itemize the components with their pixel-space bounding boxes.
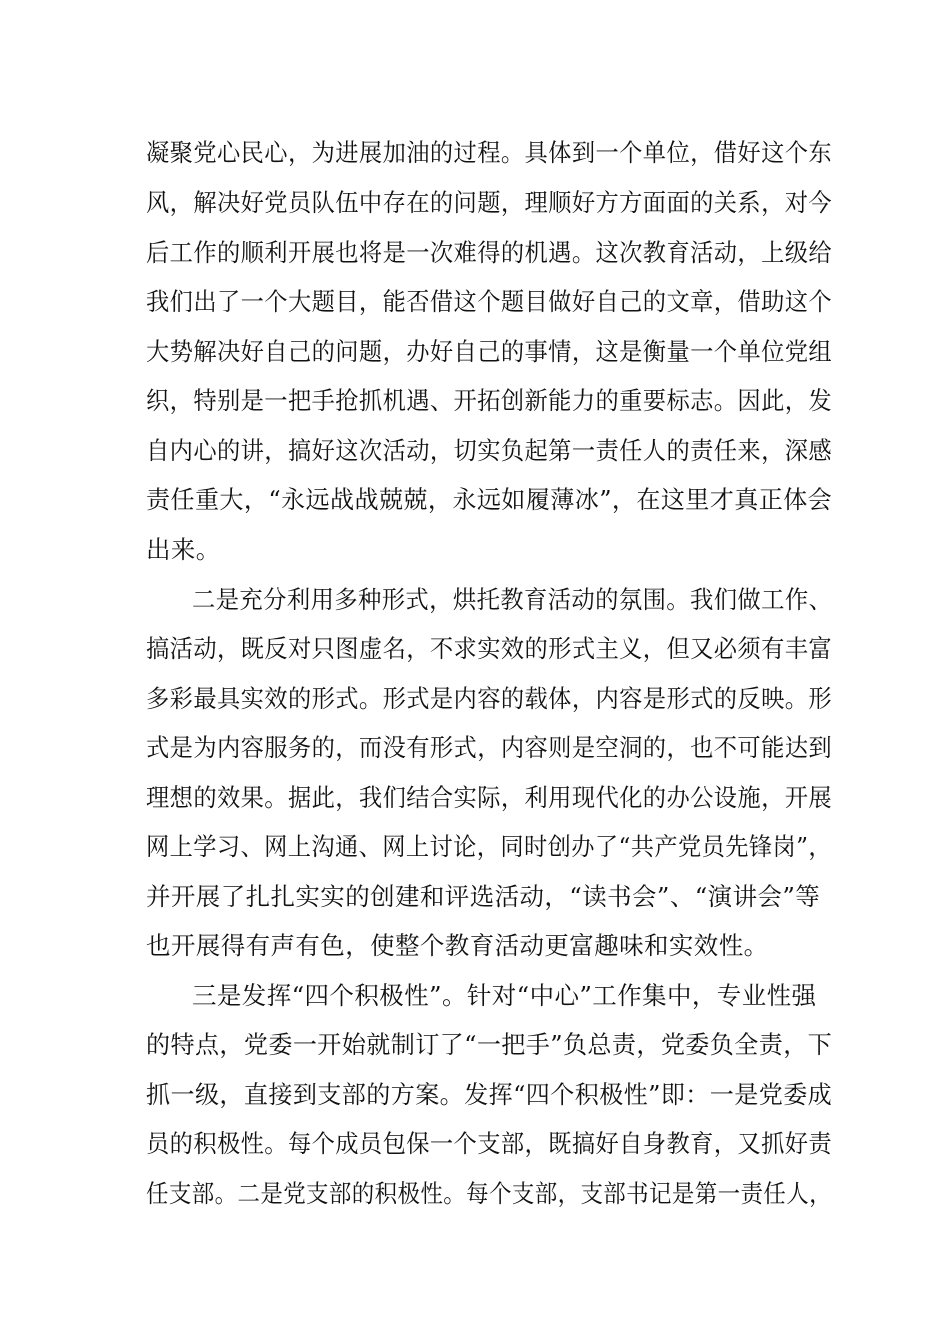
paragraph-2-line-6: 网上学习、网上沟通、网上讨论，同时创办了“共产党员先锋岗”，	[146, 832, 833, 861]
paragraph-1-line-2: 风，解决好党员队伍中存在的问题，理顺好方方面面的关系，对今	[146, 188, 833, 217]
paragraph-2-line-7: 并开展了扎扎实实的创建和评选活动，“读书会”、“演讲会”等	[146, 882, 821, 911]
paragraph-3-line-5: 任支部。二是党支部的积极性。每个支部，支部书记是第一责任人，	[146, 1179, 832, 1208]
paragraph-2-line-3: 多彩最具实效的形式。形式是内容的载体，内容是形式的反映。形	[146, 684, 833, 713]
paragraph-1-line-6: 织，特别是一把手抢抓机遇、开拓创新能力的重要标志。因此，发	[146, 386, 833, 415]
paragraph-1-line-5: 大势解决好自己的问题，办好自己的事情，这是衡量一个单位党组	[146, 337, 833, 366]
paragraph-1-line-4: 我们出了一个大题目，能否借这个题目做好自己的文章，借助这个	[146, 287, 833, 316]
paragraph-1-line-1: 凝聚党心民心，为进展加油的过程。具体到一个单位，借好这个东	[146, 138, 833, 167]
paragraph-1-line-8: 责任重大，“永远战战兢兢，永远如履薄冰”，在这里才真正体会	[146, 485, 833, 514]
paragraph-3-line-1: 三是发挥“四个积极性”。针对“中心”工作集中，专业性强	[192, 981, 817, 1010]
paragraph-2-line-1: 二是充分利用多种形式，烘托教育活动的氛围。我们做工作、	[192, 585, 833, 614]
paragraph-3-line-2: 的特点，党委一开始就制订了“一把手”负总责，党委负全责，下	[146, 1030, 833, 1059]
paragraph-2-line-4: 式是为内容服务的，而没有形式，内容则是空洞的，也不可能达到	[146, 733, 833, 762]
paragraph-3-line-3: 抓一级，直接到支部的方案。发挥“四个积极性”即：一是党委成	[146, 1080, 833, 1109]
paragraph-3-line-4: 员的积极性。每个成员包保一个支部，既搞好自身教育，又抓好责	[146, 1129, 833, 1158]
paragraph-1-line-3: 后工作的顺利开展也将是一次难得的机遇。这次教育活动，上级给	[146, 238, 833, 267]
paragraph-2-line-8: 也开展得有声有色，使整个教育活动更富趣味和实效性。	[146, 931, 769, 960]
paragraph-2-line-5: 理想的效果。据此，我们结合实际，利用现代化的办公设施，开展	[146, 783, 833, 812]
paragraph-1-line-9: 出来。	[146, 535, 221, 564]
paragraph-1-line-7: 自内心的讲，搞好这次活动，切实负起第一责任人的责任来，深感	[146, 436, 833, 465]
paragraph-2-line-2: 搞活动，既反对只图虚名，不求实效的形式主义，但又必须有丰富	[146, 634, 833, 663]
